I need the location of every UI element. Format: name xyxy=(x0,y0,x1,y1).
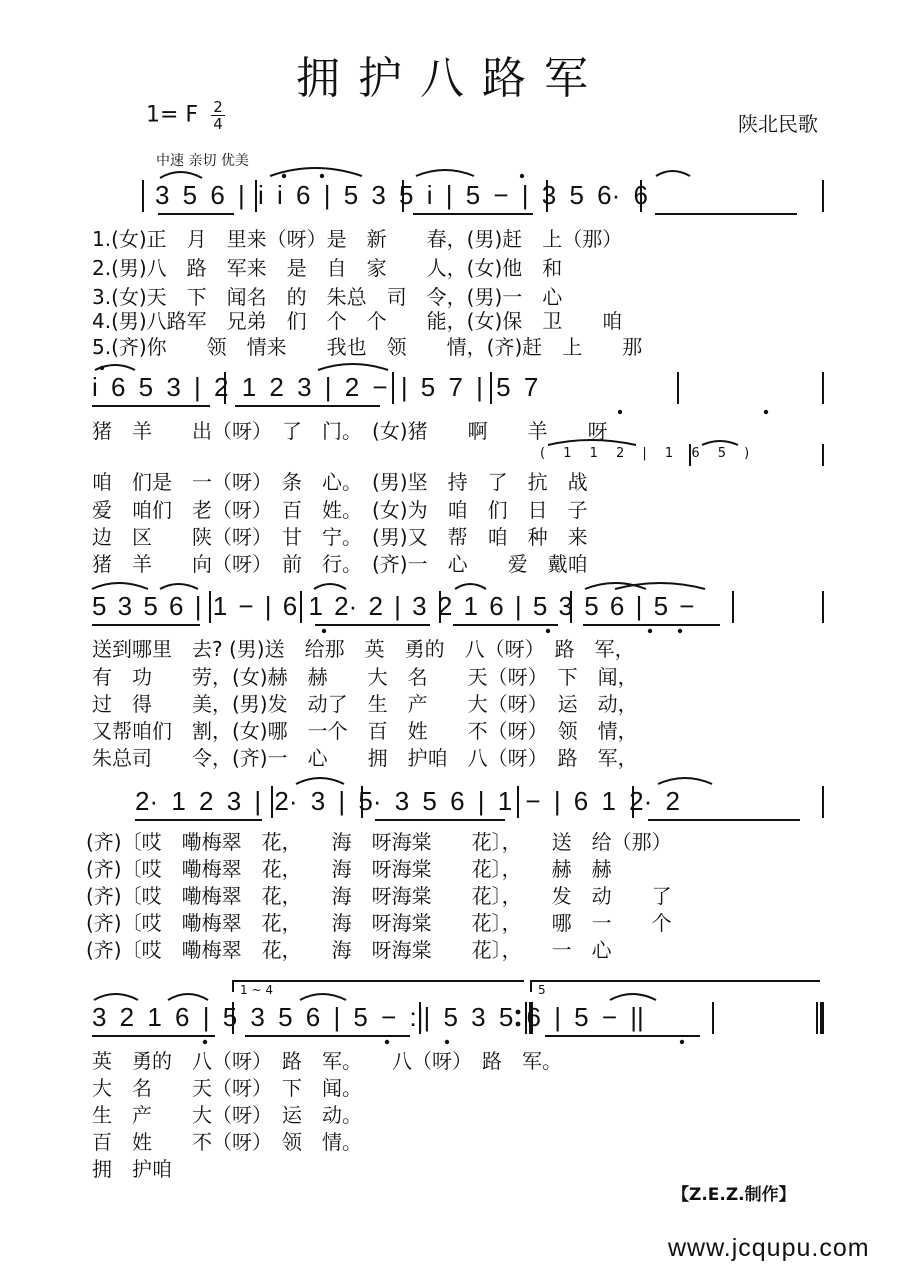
system-1-lyric-1: 1.(女)正 月 里来（呀）是 新 春，(男)赶 上（那） xyxy=(92,227,623,251)
system-1-lyric-5: 5.(齐)你 领 情来 我也 领 情，(齐)赶 上 那 xyxy=(92,335,643,359)
system-3-lyric-2: 有 功 劳，(女)赫 赫 大 名 天（呀） 下 闻， xyxy=(92,665,638,689)
song-title: 拥护八路军 xyxy=(296,53,606,104)
volta-2-label: 5 xyxy=(538,983,546,997)
system-5-lyric-4: 百 姓 不（呀） 领 情。 xyxy=(92,1130,362,1154)
system-5-notes: 3 2 1 6 | 5 3 5 6 | 5 − :|| 5 3 5 6 | 5 − || xyxy=(92,1002,644,1032)
volta-1-label: 1 ~ 4 xyxy=(240,983,273,997)
key-label: 1= F xyxy=(146,102,199,128)
system-3-lyric-3: 过 得 美，(男)发 动了 生 产 大（呀） 运 动， xyxy=(92,692,638,716)
system-4-lyric-5: (齐)〔哎 嘞梅翠 花， 海 呀海棠 花〕， 一 心 xyxy=(86,938,612,962)
system-3-lyric-5: 朱总司 令，(齐)一 心 拥 护咱 八（呀） 路 军， xyxy=(92,746,638,770)
system-2-lyric-5: 猪 羊 向（呀） 前 行。 (齐)一 心 爱 戴咱 xyxy=(92,552,588,576)
song-origin: 陕北民歌 xyxy=(738,112,818,136)
system-2-lyric-1: 猪 羊 出（呀） 了 门。 (女)猪 啊 羊 呀 xyxy=(92,419,608,443)
system-1-notes: 3 5 6 | i i 6 | 5 3 5 i | 5 − | 3 5 6· 6 xyxy=(155,180,648,210)
system-4-lyric-2: (齐)〔哎 嘞梅翠 花， 海 呀海棠 花〕， 赫 赫 xyxy=(86,857,612,881)
system-5-lyric-3: 生 产 大（呀） 运 动。 xyxy=(92,1103,362,1127)
system-2-lyric-3: 爱 咱们 老（呀） 百 姓。 (女)为 咱 们 日 子 xyxy=(92,498,588,522)
time-numerator: 2 xyxy=(213,98,223,116)
system-2-lyric-2: 咱 们是 一（呀） 条 心。 (男)坚 持 了 抗 战 xyxy=(92,470,588,494)
system-5-lyric-1: 英 勇的 八（呀） 路 军。 八（呀） 路 军。 xyxy=(92,1049,562,1073)
system-1-lyric-3: 3.(女)天 下 闻名 的 朱总 司 令，(男)一 心 xyxy=(92,285,563,309)
system-3-lyric-4: 又帮咱们 割，(女)哪 一个 百 姓 不（呀） 领 情， xyxy=(92,719,638,743)
system-4-lyric-4: (齐)〔哎 嘞梅翠 花， 海 呀海棠 花〕， 哪 一 个 xyxy=(86,911,672,935)
system-4-notes: 2· 1 2 3 | 2· 3 | 5· 3 5 6 | 1 − | 6 1 2· 2 xyxy=(135,786,680,816)
system-3-lyric-1: 送到哪里 去? (男)送 给那 英 勇的 八（呀） 路 军， xyxy=(92,637,635,661)
system-4-lyric-3: (齐)〔哎 嘞梅翠 花， 海 呀海棠 花〕， 发 动 了 xyxy=(86,884,672,908)
website-watermark[interactable]: www.jcqupu.com xyxy=(668,1234,870,1262)
time-denominator: 4 xyxy=(213,115,223,133)
alternate-notes: ( 1 1 2 | 1 6 5 ) xyxy=(540,446,750,461)
system-4-lyric-1: (齐)〔哎 嘞梅翠 花， 海 呀海棠 花〕， 送 给（那） xyxy=(86,830,672,854)
tempo-marking: 中速 亲切 优美 xyxy=(156,153,249,169)
system-2-notes: i 6 5 3 | 2 1 2 3 | 2 − | 5 7 | 5 7 xyxy=(92,372,539,402)
system-1-lyric-2: 2.(男)八 路 军来 是 自 家 人，(女)他 和 xyxy=(92,256,563,280)
maker-credit: 【Z.E.Z.制作】 xyxy=(672,1185,796,1205)
system-1-lyric-4: 4.(男)八路军 兄弟 们 个 个 能，(女)保 卫 咱 xyxy=(92,309,623,333)
system-2-lyric-4: 边 区 陕（呀） 甘 宁。 (男)又 帮 咱 种 来 xyxy=(92,525,588,549)
system-3-notes: 5 3 5 6 | 1 − | 6 1 2· 2 | 3 2 1 6 | 5 3 5 6 | 5 − xyxy=(92,591,695,621)
system-5-lyric-5: 拥 护咱 xyxy=(92,1157,172,1181)
system-5-lyric-2: 大 名 天（呀） 下 闻。 xyxy=(92,1076,362,1100)
